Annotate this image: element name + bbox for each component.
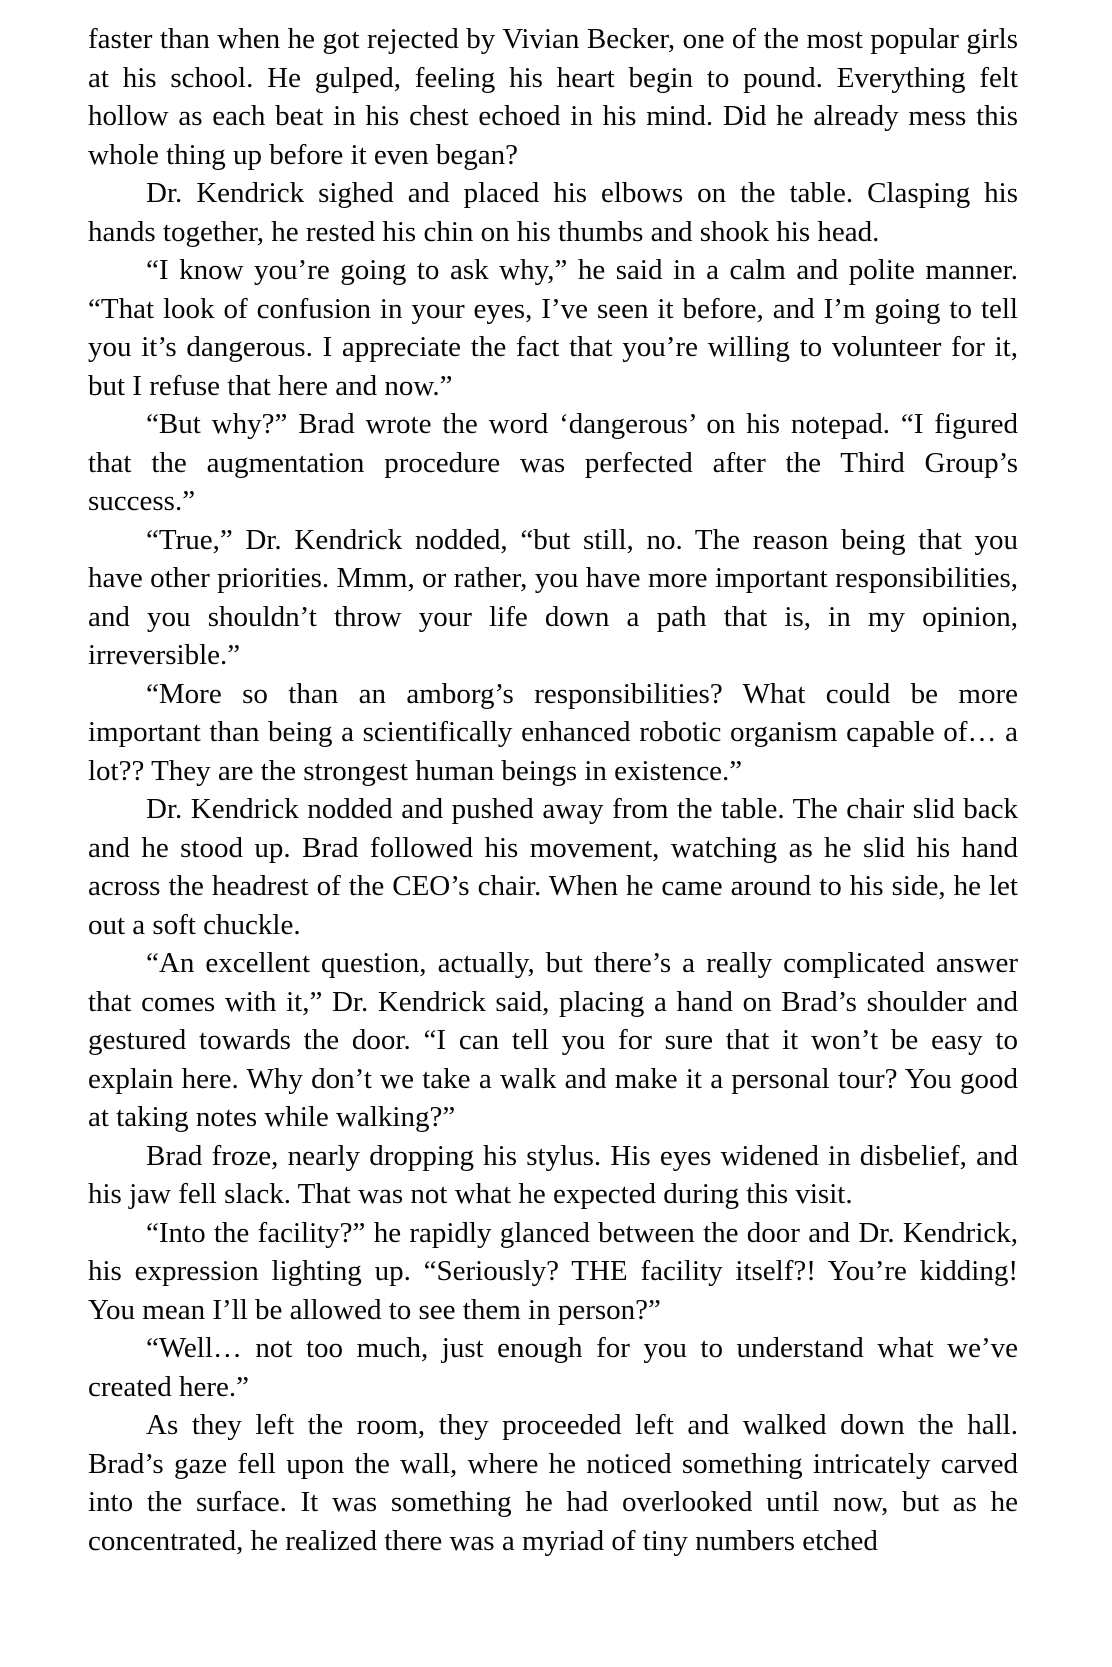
paragraph: “But why?” Brad wrote the word ‘dangerous’ on his notepad. “I figured that the augmentation procedure was perfected after the Third Group’s success.” [88, 408, 1018, 517]
paragraph: Dr. Kendrick nodded and pushed away from the table. The chair slid back and he stood up. Brad followed his movement, watching as he slid his hand across the headrest of the CEO’s chair. When he came around to his side, he let out a soft chuckle. [88, 793, 1018, 941]
paragraph: Dr. Kendrick sighed and placed his elbows on the table. Clasping his hands together, he rested his chin on his thumbs and shook his head. [88, 177, 1018, 248]
paragraph: “Into the facility?” he rapidly glanced between the door and Dr. Kendrick, his expression lighting up. “Seriously? THE facility itself?! You’re kidding! You mean I’ll be allowed to see them in person?” [88, 1216, 1018, 1326]
paragraph: “An excellent question, actually, but there’s a really complicated answer that comes with it,” Dr. Kendrick said, placing a hand on Brad’s shoulder and gestured towards the door. “I can tell you for sure that it won’t be easy to explain here. Why don’t we take a walk and make it a personal tour? You good at taking notes while walking?” [88, 947, 1018, 1133]
paragraph: “I know you’re going to ask why,” he said in a calm and polite manner. “That look of confusion in your eyes, I’ve seen it before, and I’m going to tell you it’s dangerous. I appreciate the fact that you’re willing to volunteer for it, but I refuse that here and now.” [88, 254, 1018, 402]
paragraph: “True,” Dr. Kendrick nodded, “but still, no. The reason being that you have other priorities. Mmm, or rather, you have more important responsibilities, and you shouldn’t throw your life down a path that is, in my opinion, irreversible.” [88, 523, 1018, 671]
paragraph: Brad froze, nearly dropping his stylus. His eyes widened in disbelief, and his jaw fell slack. That was not what he expected during this visit. [88, 1139, 1018, 1210]
paragraph: faster than when he got rejected by Vivian Becker, one of the most popular girls at his school. He gulped, feeling his heart begin to pound. Everything felt hollow as each beat in his chest echoed in his mind. Did he already mess this whole thing up before it even began? [88, 23, 1018, 171]
paragraph: “More so than an amborg’s responsibilities? What could be more important than being a scientifically enhanced robotic organism capable of… a lot?? They are the strongest human beings in existence.” [88, 677, 1018, 787]
paragraph: As they left the room, they proceeded left and walked down the hall. Brad’s gaze fell upon the wall, where he noticed something intricately carved into the surface. It was something he had overlooked until now, but as he concentrated, he realized there was a myriad of tiny numbers etched [88, 1409, 1018, 1557]
paragraph: “Well… not too much, just enough for you to understand what we’ve created here.” [88, 1332, 1018, 1403]
